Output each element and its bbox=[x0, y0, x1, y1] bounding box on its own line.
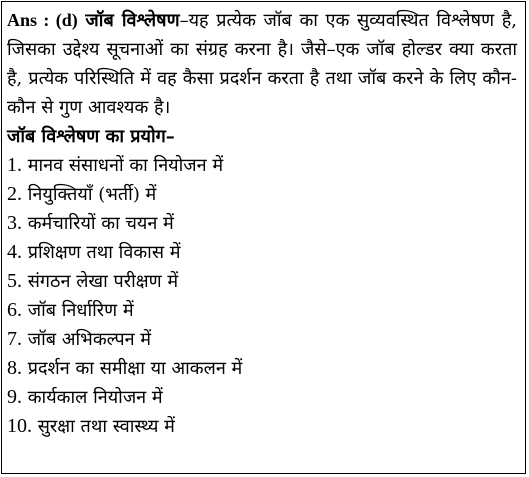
item-number: 5. bbox=[7, 270, 22, 292]
list-item bbox=[7, 325, 517, 354]
list-item bbox=[7, 412, 517, 441]
item-number: 8. bbox=[7, 357, 22, 379]
answer-text: –यह प्रत्येक जॉब का एक सुव्यवस्थित विश्लेषण है, जिसका उद्देश्य सूचनाओं का संग्रह करना है। जैसे–एक जॉब होल्डर क्या करता है, प्रत्येक परिस्थिति में वह कैसा प्रदर्शन करता है तथा जॉब करने के लिए कौन-कौन से गुण आवश्यक है। bbox=[7, 10, 517, 118]
item-text: कार्यकाल नियोजन में bbox=[27, 387, 163, 408]
item-text: प्रशिक्षण तथा विकास में bbox=[27, 242, 181, 263]
uses-list bbox=[7, 151, 517, 441]
item-number: 2. bbox=[7, 183, 22, 205]
answer-label: Ans : (d) bbox=[7, 10, 78, 30]
item-number: 4. bbox=[7, 241, 22, 263]
list-item bbox=[7, 238, 517, 267]
uses-heading: जॉब विश्लेषण का प्रयोग– bbox=[7, 126, 175, 147]
item-text: जॉब अभिकल्पन में bbox=[27, 329, 152, 350]
item-number: 1. bbox=[7, 154, 22, 176]
item-text: मानव संसाधनों का नियोजन में bbox=[27, 155, 224, 176]
list-item bbox=[7, 209, 517, 238]
item-text: नियुक्तियाँ (भर्ती) में bbox=[27, 184, 157, 205]
list-item bbox=[7, 296, 517, 325]
item-number: 9. bbox=[7, 386, 22, 408]
answer-paragraph bbox=[7, 6, 517, 122]
item-text: संगठन लेखा परीक्षण में bbox=[27, 271, 179, 292]
item-number: 7. bbox=[7, 328, 22, 350]
list-item bbox=[7, 383, 517, 412]
item-number: 10. bbox=[7, 415, 32, 437]
list-item bbox=[7, 267, 517, 296]
item-text: कर्मचारियों का चयन में bbox=[27, 213, 174, 234]
answer-term: जॉब विश्लेषण bbox=[85, 10, 180, 31]
list-item bbox=[7, 180, 517, 209]
item-text: प्रदर्शन का समीक्षा या आकलन में bbox=[27, 358, 243, 379]
item-text: सुरक्षा तथा स्वास्थ्य में bbox=[37, 416, 175, 437]
item-text: जॉब निर्धारिण में bbox=[27, 300, 134, 321]
answer-box bbox=[1, 1, 526, 474]
item-number: 3. bbox=[7, 212, 22, 234]
item-number: 6. bbox=[7, 299, 22, 321]
list-item bbox=[7, 151, 517, 180]
list-item bbox=[7, 354, 517, 383]
